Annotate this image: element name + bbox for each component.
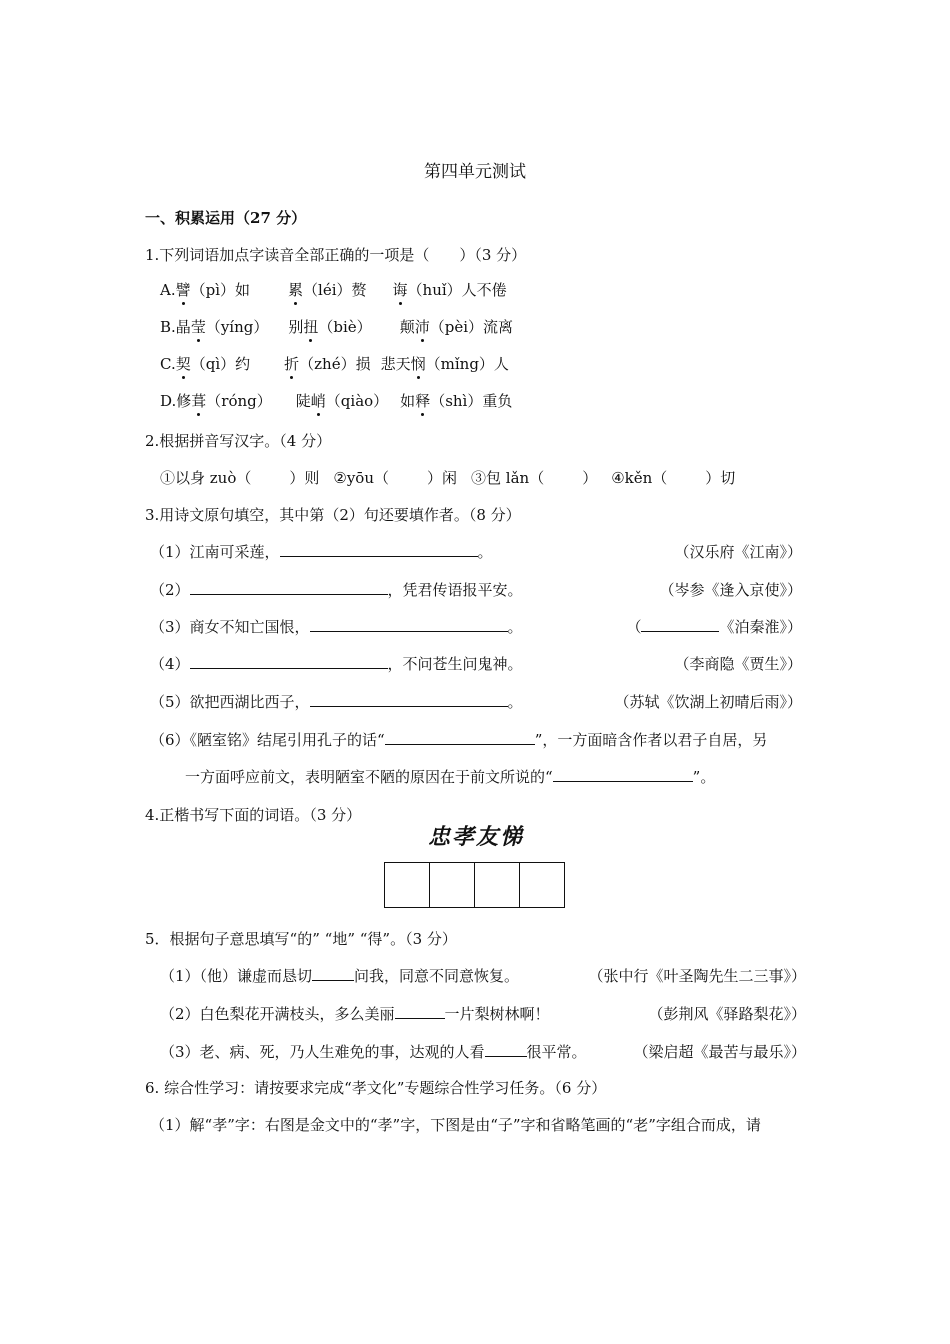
q3-stem: 3.用诗文原句填空，其中第（2）句还要填作者。（8 分） — [145, 506, 521, 524]
q5-stem: 5．根据句子意思填写“的” “地” “得”。（3 分） — [145, 930, 457, 948]
answer-blank[interactable] — [310, 692, 508, 707]
q1-option-c: C.契（qì）约 折（zhé）损 悲天悯（mǐng）人 — [160, 355, 509, 373]
q3-line-5: （5）欲把西湖比西子， 。 — [150, 693, 523, 711]
answer-blank[interactable] — [312, 966, 354, 981]
q1-stem: 1.下列词语加点字读音全部正确的一项是（ ）（3 分） — [145, 246, 527, 264]
q6-stem: 6. 综合性学习：请按要求完成“孝文化”专题综合性学习任务。（6 分） — [145, 1079, 607, 1097]
q3-line-1: （1）江南可采莲， 。 — [150, 543, 493, 561]
q5-line-2: （2）白色梨花开满枝头，多么美丽 一片梨树林啊！ — [160, 1005, 550, 1023]
q1-option-a: A.譬（pì）如 累（léi）赘 诲（huǐ）人不倦 — [160, 281, 507, 299]
q5-source-3: （梁启超《最苦与最乐》） — [633, 1043, 806, 1061]
answer-blank[interactable] — [553, 767, 693, 782]
writing-grid — [384, 862, 565, 908]
q3-line-4: （4） ，不问苍生问鬼神。 — [150, 655, 523, 673]
q3-line-2: （2） ，凭君传语报平安。 — [150, 581, 523, 599]
q3-line-6a: （6）《陋室铭》结尾引用孔子的话“ ”，一方面暗含作者以君子自居，另 — [150, 731, 768, 749]
author-blank[interactable] — [641, 617, 719, 632]
section-heading: 一、积累运用（27 分） — [145, 209, 307, 227]
q6-line-1: （1）解“孝”字：右图是金文中的“孝”字，下图是由“子”字和省略笔画的“老”字组合而成，请 — [150, 1116, 761, 1134]
q3-line-6b: 一方面呼应前文，表明陋室不陋的原因在于前文所说的“ ”。 — [185, 768, 716, 786]
writing-box[interactable] — [384, 862, 430, 908]
q3-source-1: （汉乐府《江南》） — [674, 543, 802, 561]
q5-source-2: （彭荆风《驿路梨花》） — [648, 1005, 806, 1023]
q3-line-3: （3）商女不知亡国恨， 。 — [150, 618, 523, 636]
page-title: 第四单元测试 — [424, 162, 526, 182]
calligraphy-image: 忠孝友悌 — [428, 824, 525, 850]
q2-items: ①以身 zuò（ ）则 ②yōu（ ）闲 ③包 lǎn（ ） ④kěn（ ）切 — [160, 469, 736, 487]
writing-box[interactable] — [474, 862, 520, 908]
answer-blank[interactable] — [190, 654, 388, 669]
answer-blank[interactable] — [280, 542, 478, 557]
q3-source-3: （ 《泊秦淮》） — [626, 618, 802, 636]
q4-stem: 4.正楷书写下面的词语。（3 分） — [145, 806, 362, 824]
q5-line-1: （1）（他）谦虚而恳切 问我，同意不同意恢复。 — [160, 967, 520, 985]
answer-blank[interactable] — [190, 580, 388, 595]
q3-source-5: （苏轼《饮湖上初晴后雨》） — [614, 693, 802, 711]
q2-stem: 2.根据拼音写汉字。（4 分） — [145, 432, 332, 450]
answer-blank[interactable] — [395, 1004, 445, 1019]
q3-source-2: （岑参《逢入京使》） — [659, 581, 802, 599]
q5-source-1: （张中行《叶圣陶先生二三事》） — [588, 967, 806, 985]
q1-option-b: B.晶莹（yíng） 别扭（biè） 颠沛（pèi）流离 — [160, 318, 513, 336]
writing-box[interactable] — [429, 862, 475, 908]
answer-blank[interactable] — [385, 730, 535, 745]
q3-source-4: （李商隐《贾生》） — [674, 655, 802, 673]
answer-blank[interactable] — [485, 1042, 527, 1057]
q5-line-3: （3）老、病、死，乃人生难免的事，达观的人看 很平常。 — [160, 1043, 587, 1061]
answer-blank[interactable] — [310, 617, 508, 632]
writing-box[interactable] — [519, 862, 565, 908]
q1-option-d: D.修葺（róng） 陡峭（qiào） 如释（shì）重负 — [160, 392, 513, 410]
